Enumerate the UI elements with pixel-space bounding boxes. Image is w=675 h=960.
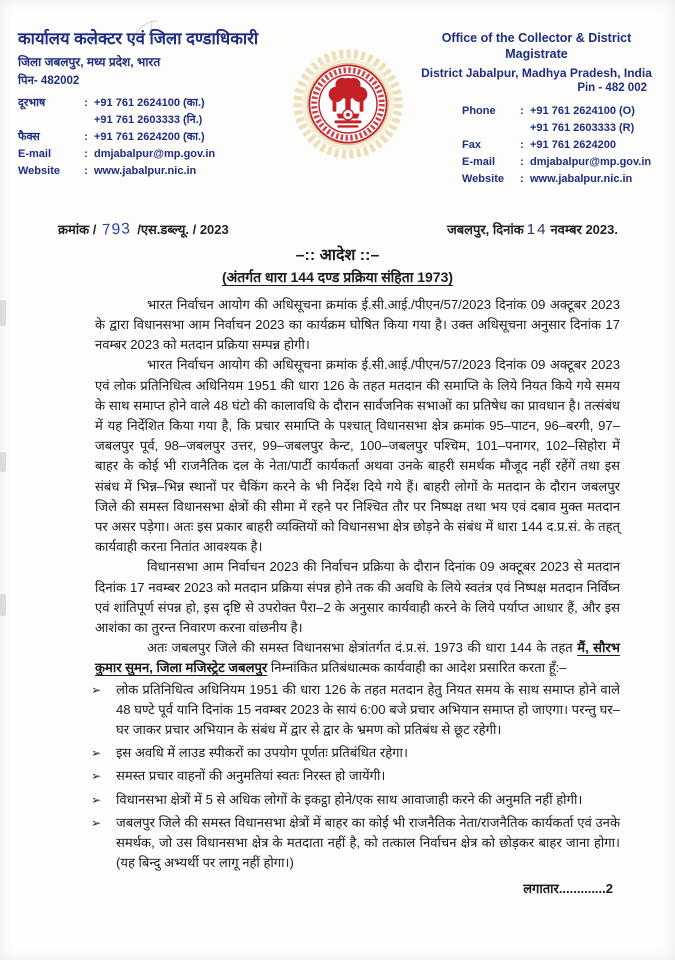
contact-row xyxy=(18,163,286,180)
scan-edge-artifact xyxy=(0,452,6,472)
contact-row xyxy=(18,95,286,112)
list-item-text: लोक प्रतिनिधित्व अधिनियम 1951 की धारा 126 के तहत मतदान हेतु नियत समय के साथ समाप्त होने वाले 48 घण्टे पूर्व यानि दिनांक 15 नवम्बर 2023 के सायं 6:00 बजे प्रचार अभियान समाप्त हो जाएगा। परन्तु घर–घर जाकर प्रचार अभियान के संबंध में द्वार से द्वार के भ्रमण को प्रतिबंध से छूट रहेगी। xyxy=(116,681,620,737)
contact-label: Website xyxy=(18,165,60,178)
contact-value: +91 761 2624200 (का.) xyxy=(94,131,205,144)
contact-row xyxy=(462,171,661,188)
list-item xyxy=(91,813,620,874)
contact-separator: : xyxy=(520,172,524,185)
contact-label xyxy=(18,112,78,129)
list-item xyxy=(91,790,620,810)
list-item-text: इस अवधि में लाउड स्पीकरों का उपयोग पूर्णतः प्रतिबंधित रहेगा। xyxy=(116,745,408,761)
magistrate-name: मैं, सौरभ कुमार सुमन, जिला मजिस्ट्रेट जबलपुर xyxy=(95,640,620,676)
contact-separator xyxy=(514,120,530,137)
contact-value: +91 761 2624100 (O) xyxy=(530,104,635,117)
contact-label: E-mail xyxy=(18,148,52,161)
order-title: –:: आदेश ::– xyxy=(295,246,380,264)
handwritten-date: 14 xyxy=(526,220,548,238)
contact-row xyxy=(462,154,661,171)
letterhead-hindi-block xyxy=(18,30,286,188)
contact-row xyxy=(462,137,661,154)
district-line-hindi: जिला जबलपुर, मध्य प्रदेश, भारत xyxy=(18,54,161,69)
contact-separator: : xyxy=(84,165,88,178)
arrow-bullet-icon: ➢ xyxy=(91,746,102,761)
list-item-text: समस्त प्रचार वाहनों की अनुमतियां स्वतः निरस्त हो जायेंगी। xyxy=(116,768,386,784)
contact-label: Phone xyxy=(462,104,496,117)
contact-label: फैक्स xyxy=(18,131,40,144)
list-item-text: विधानसभा क्षेत्रों में 5 से अधिक लोगों के इकट्ठा होने/एक साथ आवाजाही करने की अनुमति नहीं होगी। xyxy=(116,791,583,807)
restriction-list xyxy=(91,680,620,874)
contact-value: dmjabalpur@mp.gov.in xyxy=(94,148,216,161)
office-name-english: Office of the Collector & District Magistrate xyxy=(441,31,632,62)
pin-line-hindi: पिन- 482002 xyxy=(18,74,80,87)
list-item xyxy=(91,680,620,741)
contact-separator xyxy=(78,112,94,129)
contact-row xyxy=(18,129,286,146)
scan-edge-artifact xyxy=(0,594,6,616)
order-subtitle xyxy=(0,268,675,287)
list-item xyxy=(91,743,620,763)
contact-separator: : xyxy=(84,131,88,144)
contact-label: Website xyxy=(462,172,504,185)
contact-table-english xyxy=(462,103,661,188)
district-line-english: District Jabalpur, Madhya Pradesh, India xyxy=(421,65,652,80)
contact-value: www.jabalpur.nic.in xyxy=(530,172,633,185)
reference-number-suffix: /एस.डब्ल्यू. / 2023 xyxy=(137,221,229,237)
order-lead-text: अतः जबलपुर जिले की समस्त विधानसभा क्षेत्रांतर्गत दं.प्र.सं. 1973 की धारा 144 के तहत xyxy=(147,640,578,656)
contact-row xyxy=(18,146,286,163)
contact-separator: : xyxy=(84,96,88,109)
arrow-bullet-icon: ➢ xyxy=(91,792,102,807)
contact-value: +91 761 2603333 (नि.) xyxy=(94,114,203,127)
emblem-container xyxy=(286,30,410,188)
reference-number xyxy=(58,220,229,239)
contact-value: +91 761 2624200 xyxy=(530,138,616,151)
contact-label: Fax xyxy=(462,138,481,151)
contact-table-hindi xyxy=(18,95,286,180)
scan-edge-artifact xyxy=(0,300,6,326)
place-date-suffix: नवम्बर 2023. xyxy=(550,221,618,237)
contact-separator: : xyxy=(520,104,524,117)
letterhead-english-block xyxy=(410,30,661,188)
contact-separator: : xyxy=(520,138,524,151)
reference-row xyxy=(58,220,618,239)
handwritten-reference-number: 793 xyxy=(101,219,132,239)
paragraph-3: विधानसभा आम निर्वाचन 2023 की निर्वाचन प्रक्रिया के दौरान दिनांक 09 अक्टूबर 2023 से मतदान दिनांक 17 नवम्बर 2023 को मतदान प्रक्रिया संपन्न होने तक की अवधि के लिये स्वतंत्र एवं निष्पक्ष मतदान निर्विघ्न एवं शांतिपूर्ण संपन्न हो, इस दृष्टि से उपरोक्त पैरा–2 के अनुसार कार्यवाही करने के लिये पर्याप्त आधार हैं, और इस आशंका का तुरन्त निवारण करना वांछनीय है। xyxy=(95,559,620,635)
paragraph-1: भारत निर्वाचन आयोग की अधिसूचना क्रमांक ई.सी.आई./पीएन/57/2023 दिनांक 09 अक्टूबर 2023 के द्वारा विधानसभा आम निर्वाचन 2023 का कार्यक्रम घोषित किया गया है। उक्त अधिसूचना अनुसार दिनांक 17 नवम्बर 2023 को मतदान प्रक्रिया सम्पन्न होगी। xyxy=(95,296,620,353)
contact-separator: : xyxy=(520,155,524,168)
place-and-date xyxy=(447,220,618,238)
pin-line-english: Pin - 482 002 xyxy=(577,81,647,94)
contact-label: दूरभाष xyxy=(18,96,46,109)
continuation-note: लगातार.............2 xyxy=(523,881,613,897)
place-date-prefix: जबलपुर, दिनांक xyxy=(447,221,524,237)
contact-value: dmjabalpur@mp.gov.in xyxy=(530,155,652,168)
order-subtitle-text: (अंतर्गत धारा 144 दण्ड प्रक्रिया संहिता 1973) xyxy=(221,268,454,285)
contact-label: E-mail xyxy=(462,155,496,168)
paragraph-2: भारत निर्वाचन आयोग की अधिसूचना क्रमांक ई.सी.आई./पीएन/57/2023 दिनांक 09 अक्टूबर 2023 एवं लोक प्रतिनिधित्व अधिनियम 1951 की धारा 126 के तहत मतदान की समाप्ति के लिये नियत किये गये समय के साथ समाप्त होने वाले 48 घंटो की कालावधि के दौरान सार्वजनिक सभाओं का प्रतिषेध का प्रावधान है। तत्संबंध में यह निर्देशित किया गया है, कि प्रचार समाप्ति के पश्चात् विधानसभा क्षेत्र क्रमांक 95–पाटन, 96–बरगी, 97–जबलपुर पूर्व, 98–जबलपुर उत्तर, 99–जबलपुर केन्ट, 100–जबलपुर पश्चिम, 101–पनागर, 102–सिहोरा में बाहर के कोई भी राजनैतिक दल के नेता/पार्टी कार्यकर्ता अथवा उनके बाहरी समर्थक मौजूद नहीं रहेंगें तथा इस संबंध में भिन्न–भिन्न स्थानों पर चैकिंग करने के भी निर्देश दिये गये हैं। बाहरी लोगों के मतदान के दौरान जबलपुर जिले की समस्त विधानसभा क्षेत्रों की सीमा में रहने पर निश्चित तौर पर निष्पक्ष तथा भय एवं दबाव मुक्त मतदान पर असर पड़ेगा। अतः इस प्रकार बाहरी व्यक्तियों को विधानसभा क्षेत्र छोड़ने के संबंध में धारा 144 द.प्र.सं. के तहत् कार्यवाही करना नितांत आवश्यक है। xyxy=(95,357,620,555)
contact-value: +91 761 2603333 (R) xyxy=(530,121,635,134)
reference-number-prefix: क्रमांक / xyxy=(58,221,97,237)
list-item xyxy=(91,766,620,786)
contact-row xyxy=(18,112,286,129)
paragraph-order-declaration xyxy=(95,638,620,678)
contact-value: +91 761 2624100 (का.) xyxy=(94,96,205,109)
contact-value: www.jabalpur.nic.in xyxy=(94,165,197,178)
arrow-bullet-icon: ➢ xyxy=(91,682,102,697)
arrow-bullet-icon: ➢ xyxy=(91,769,102,784)
contact-label xyxy=(462,120,514,137)
order-body xyxy=(91,295,620,874)
list-item-text: जबलपुर जिले की समस्त विधानसभा क्षेत्रों में बाहर का कोई भी राजनैतिक नेता/राजनैतिक कार्यकर्ता एवं उनके समर्थक, जो उस विधानसभा क्षेत्र के मतदाता नहीं है, को तत्काल निर्वाचन क्षेत्र को छोड़कर बाहर जाना होगा। (यह बिन्दु अभ्यर्थी पर लागू नहीं होगा।) xyxy=(116,814,620,871)
pencil-mark xyxy=(128,16,174,42)
letterhead xyxy=(0,0,675,188)
contact-row xyxy=(462,120,661,137)
order-tail-text: निम्नांकित प्रतिबंधात्मक कार्यवाही का आदेश प्रसारित करता हूँ:– xyxy=(267,660,567,676)
arrow-bullet-icon: ➢ xyxy=(91,815,102,830)
contact-separator: : xyxy=(84,148,88,161)
office-name-hindi: कार्यालय कलेक्टर एवं जिला दण्डाधिकारी xyxy=(18,30,259,48)
mp-government-emblem-icon xyxy=(290,44,406,164)
contact-row xyxy=(462,103,661,120)
